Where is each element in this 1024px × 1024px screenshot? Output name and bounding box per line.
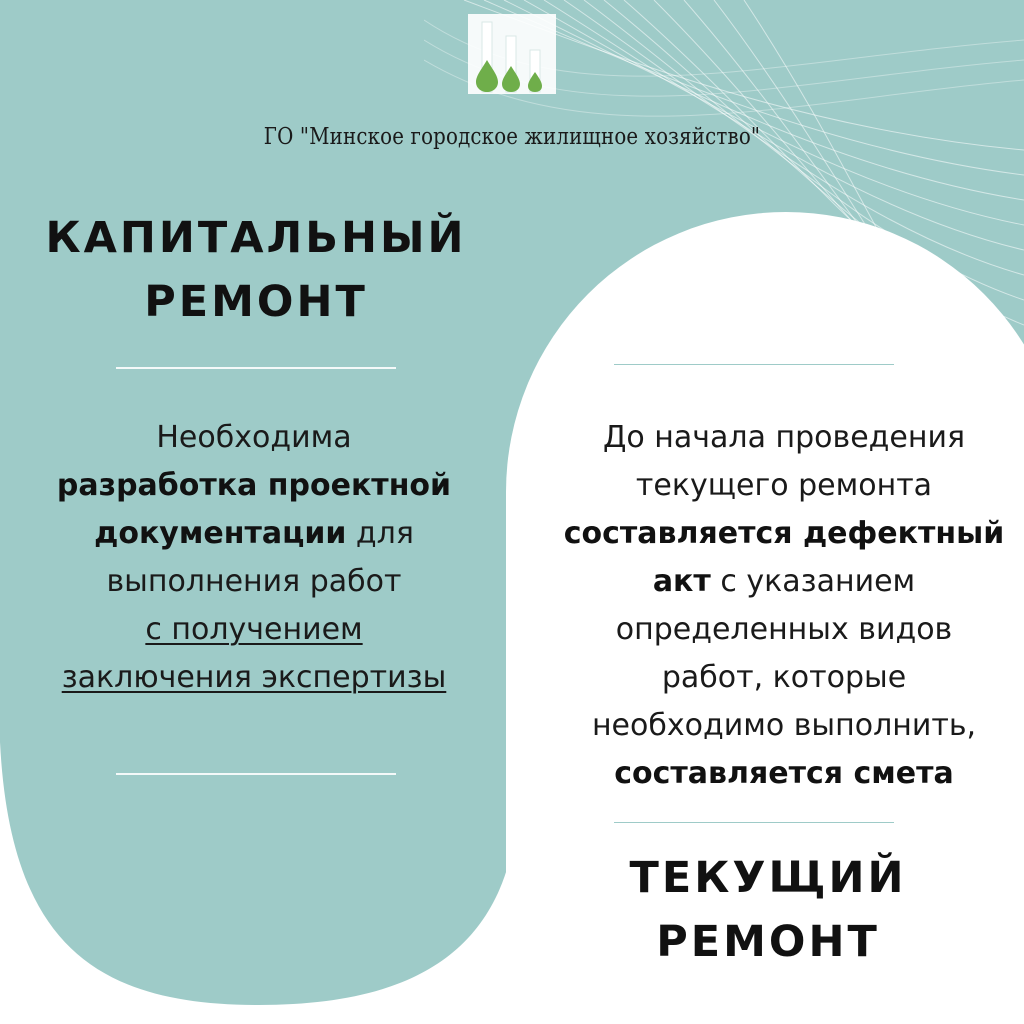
right-divider-bottom bbox=[614, 822, 894, 823]
left-title-line-1: КАПИТАЛЬНЫЙ bbox=[45, 213, 467, 263]
right-text-line-3 bbox=[528, 510, 1024, 558]
left-divider-bottom bbox=[116, 773, 396, 775]
left-text-bold-2: документации bbox=[94, 516, 347, 551]
right-title-line-1: ТЕКУЩИЙ bbox=[629, 853, 907, 903]
left-text-line-5 bbox=[0, 606, 508, 654]
right-text-bold-2: акт bbox=[652, 564, 711, 599]
building-drops-logo-icon bbox=[468, 14, 556, 94]
right-divider-top bbox=[614, 364, 894, 365]
left-text-line-4: выполнения работ bbox=[106, 564, 402, 599]
left-text-bold-1: разработка проектной bbox=[56, 468, 452, 503]
right-text-line-5: определенных видов bbox=[615, 612, 953, 647]
right-title bbox=[512, 846, 1024, 974]
left-capsule-corner bbox=[0, 700, 519, 1024]
right-text-line-4 bbox=[528, 558, 1024, 606]
organization-name: ГО "Минское городское жилищное хозяйство" bbox=[263, 124, 761, 150]
right-description bbox=[528, 414, 1024, 798]
right-text-line-7: необходимо выполнить, bbox=[591, 708, 977, 743]
right-text-line-8 bbox=[528, 750, 1024, 798]
left-text-line-6 bbox=[0, 654, 508, 702]
right-text-line-6: работ, которые bbox=[661, 660, 907, 695]
right-text-line-1: До начала проведения bbox=[602, 420, 966, 455]
left-title-line-2: РЕМОНТ bbox=[144, 277, 368, 327]
right-text-line-2: текущего ремонта bbox=[635, 468, 933, 503]
left-text-line-1: Необходима bbox=[156, 420, 352, 455]
right-text-line-4-rest: с указанием bbox=[710, 564, 916, 599]
left-description bbox=[0, 414, 508, 702]
left-text-line-3 bbox=[0, 510, 508, 558]
left-text-underline-1: с получением bbox=[145, 612, 363, 647]
left-title bbox=[0, 206, 512, 334]
left-text-underline-2: заключения экспертизы bbox=[61, 660, 447, 695]
left-text-line-3-rest: для bbox=[346, 516, 414, 551]
right-text-bold-1: составляется дефектный bbox=[563, 516, 1005, 551]
left-divider-top bbox=[116, 367, 396, 369]
right-title-line-2: РЕМОНТ bbox=[656, 917, 880, 967]
right-text-bold-3: составляется смета bbox=[614, 756, 954, 791]
left-text-line-2 bbox=[0, 462, 508, 510]
